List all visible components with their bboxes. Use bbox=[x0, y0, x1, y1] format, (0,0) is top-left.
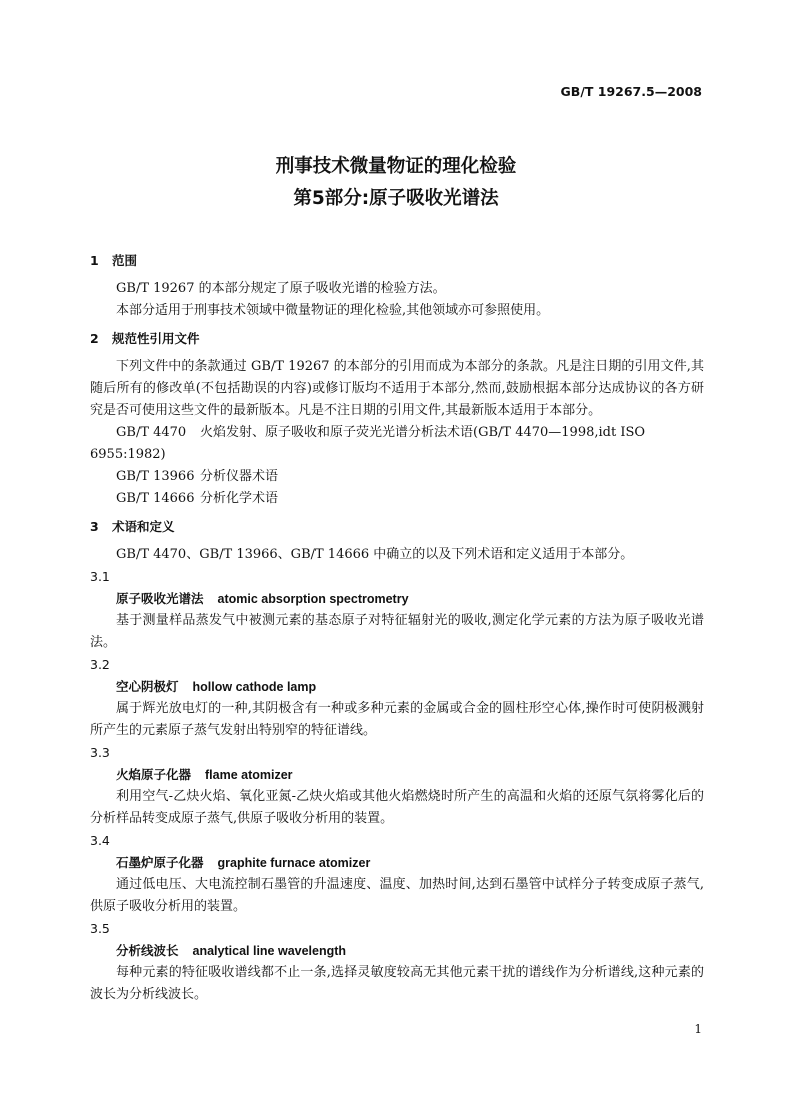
reference-item bbox=[90, 466, 704, 488]
term-definition: 每种元素的特征吸收谱线都不止一条,选择灵敏度较高无其他元素干扰的谱线作为分析谱线,这种元素的波长为分析线波长。 bbox=[90, 965, 704, 1002]
term-cn: 空心阴极灯 bbox=[116, 679, 179, 694]
paragraph: 本部分适用于刑事技术领域中微量物证的理化检验,其他领域亦可参照使用。 bbox=[116, 303, 550, 318]
document-title: 刑事技术微量物证的理化检验 bbox=[275, 156, 517, 177]
reference-item bbox=[90, 488, 704, 510]
reference-title: 火焰发射、原子吸收和原子荧光光谱分析法术语(GB/T 4470—1998,idt ISO 6955:1982) bbox=[90, 425, 646, 462]
term-en: hollow cathode lamp bbox=[192, 680, 317, 694]
reference-title: 分析化学术语 bbox=[200, 491, 279, 506]
term-cn: 火焰原子化器 bbox=[116, 767, 192, 782]
paragraph: GB/T 4470、GB/T 13966、GB/T 14666 中确立的以及下列术语和定义适用于本部分。 bbox=[116, 547, 634, 562]
term-en: analytical line wavelength bbox=[192, 944, 347, 958]
term-cn: 原子吸收光谱法 bbox=[116, 591, 204, 606]
term-definition: 属于辉光放电灯的一种,其阴极含有一种或多种元素的金属或合金的圆柱形空心体,操作时可使阴极溅射所产生的元素原子蒸气发射出特别窄的特征谱线。 bbox=[90, 701, 704, 738]
reference-title: 分析仪器术语 bbox=[200, 469, 279, 484]
section-number: 3 bbox=[90, 519, 99, 534]
term-heading bbox=[90, 764, 704, 786]
term-cn: 分析线波长 bbox=[116, 943, 179, 958]
section-title: 术语和定义 bbox=[112, 519, 175, 534]
section-heading-normative-references bbox=[90, 328, 704, 350]
term-number: 3.1 bbox=[90, 569, 110, 584]
term-heading bbox=[90, 588, 704, 610]
section-heading-scope bbox=[90, 250, 704, 272]
reference-code: GB/T 4470 bbox=[116, 425, 187, 440]
term-heading bbox=[90, 852, 704, 874]
standard-number: GB/T 19267.5—2008 bbox=[560, 84, 702, 99]
term-en: graphite furnace atomizer bbox=[217, 856, 371, 870]
term-heading bbox=[90, 676, 704, 698]
term-definition: 通过低电压、大电流控制石墨管的升温速度、温度、加热时间,达到石墨管中试样分子转变成原子蒸气,供原子吸收分析用的装置。 bbox=[90, 877, 704, 914]
term-en: atomic absorption spectrometry bbox=[217, 592, 409, 606]
paragraph: 下列文件中的条款通过 GB/T 19267 的本部分的引用而成为本部分的条款。凡是注日期的引用文件,其随后所有的修改单(不包括勘误的内容)或修订版均不适用于本部分,然而,鼓励根据本部分达成协议的各方研究是否可使用这些文件的最新版本。凡是不注日期的引用文件,其最新版本适用于本部分。 bbox=[90, 359, 704, 418]
term-heading bbox=[90, 940, 704, 962]
section-title: 范围 bbox=[112, 253, 138, 268]
section-title: 规范性引用文件 bbox=[112, 331, 200, 346]
term-number: 3.5 bbox=[90, 921, 110, 936]
section-number: 1 bbox=[90, 253, 99, 268]
term-cn: 石墨炉原子化器 bbox=[116, 855, 204, 870]
term-number: 3.3 bbox=[90, 745, 110, 760]
section-heading-terms-and-definitions bbox=[90, 516, 704, 538]
document-subtitle: 第5部分:原子吸收光谱法 bbox=[293, 188, 499, 209]
paragraph: GB/T 19267 的本部分规定了原子吸收光谱的检验方法。 bbox=[116, 281, 446, 296]
page-number: 1 bbox=[694, 1022, 702, 1036]
term-definition: 利用空气-乙炔火焰、氧化亚氮-乙炔火焰或其他火焰燃烧时所产生的高温和火焰的还原气氛将雾化后的分析样品转变成原子蒸气,供原子吸收分析用的装置。 bbox=[90, 789, 704, 826]
reference-code: GB/T 14666 bbox=[116, 491, 195, 506]
section-number: 2 bbox=[90, 331, 99, 346]
term-en: flame atomizer bbox=[205, 768, 293, 782]
reference-code: GB/T 13966 bbox=[116, 469, 195, 484]
term-number: 3.2 bbox=[90, 657, 110, 672]
document-body bbox=[90, 246, 704, 1006]
term-number: 3.4 bbox=[90, 833, 110, 848]
term-definition: 基于测量样品蒸发气中被测元素的基态原子对特征辐射光的吸收,测定化学元素的方法为原子吸收光谱法。 bbox=[90, 613, 704, 650]
reference-item bbox=[90, 422, 704, 466]
